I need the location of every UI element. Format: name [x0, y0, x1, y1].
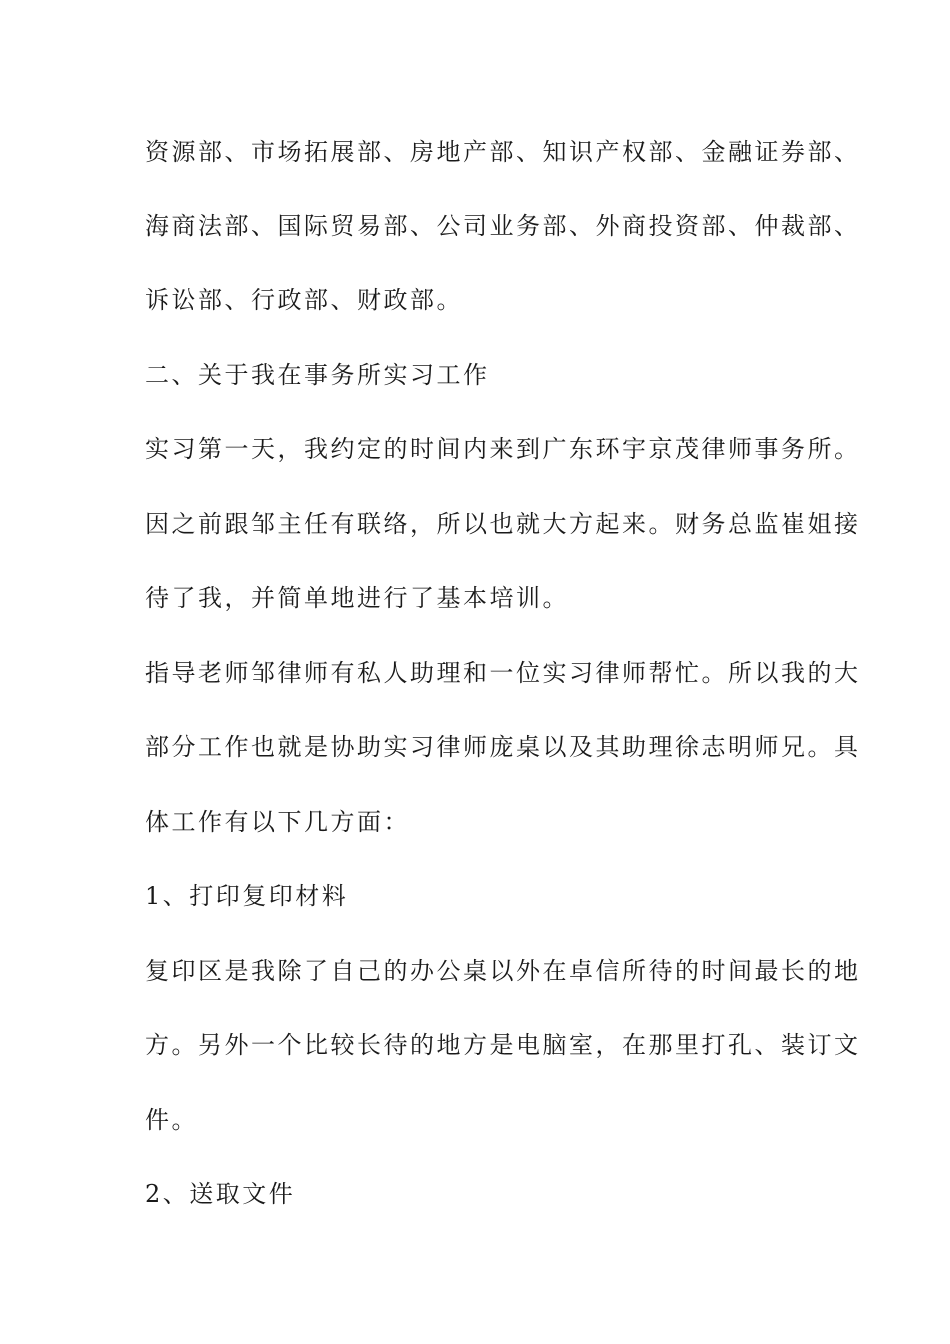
text-line: 指导老师邹律师有私人助理和一位实习律师帮忙。所以我的大 — [145, 659, 861, 687]
text-line: 部分工作也就是协助实习律师庞桌以及其助理徐志明师兄。具 — [145, 733, 861, 761]
subsection-heading: 1、打印复印材料 — [145, 882, 349, 910]
text-line: 复印区是我除了自己的办公桌以外在卓信所待的时间最长的地 — [145, 957, 861, 985]
text-line: 资源部、市场拓展部、房地产部、知识产权部、金融证券部、 — [145, 138, 861, 166]
text-line: 因之前跟邹主任有联络，所以也就大方起来。财务总监崔姐接 — [145, 510, 861, 538]
text-line: 件。 — [145, 1106, 198, 1134]
text-line: 诉讼部、行政部、财政部。 — [145, 286, 463, 314]
text-line: 体工作有以下几方面： — [145, 808, 410, 836]
text-line: 海商法部、国际贸易部、公司业务部、外商投资部、仲裁部、 — [145, 212, 861, 240]
section-heading: 二、关于我在事务所实习工作 — [145, 361, 490, 389]
subsection-heading: 2、送取文件 — [145, 1180, 296, 1208]
text-line: 待了我，并简单地进行了基本培训。 — [145, 584, 569, 612]
text-line: 实习第一天，我约定的时间内来到广东环宇京茂律师事务所。 — [145, 435, 861, 463]
text-line: 方。另外一个比较长待的地方是电脑室，在那里打孔、装订文 — [145, 1031, 861, 1059]
